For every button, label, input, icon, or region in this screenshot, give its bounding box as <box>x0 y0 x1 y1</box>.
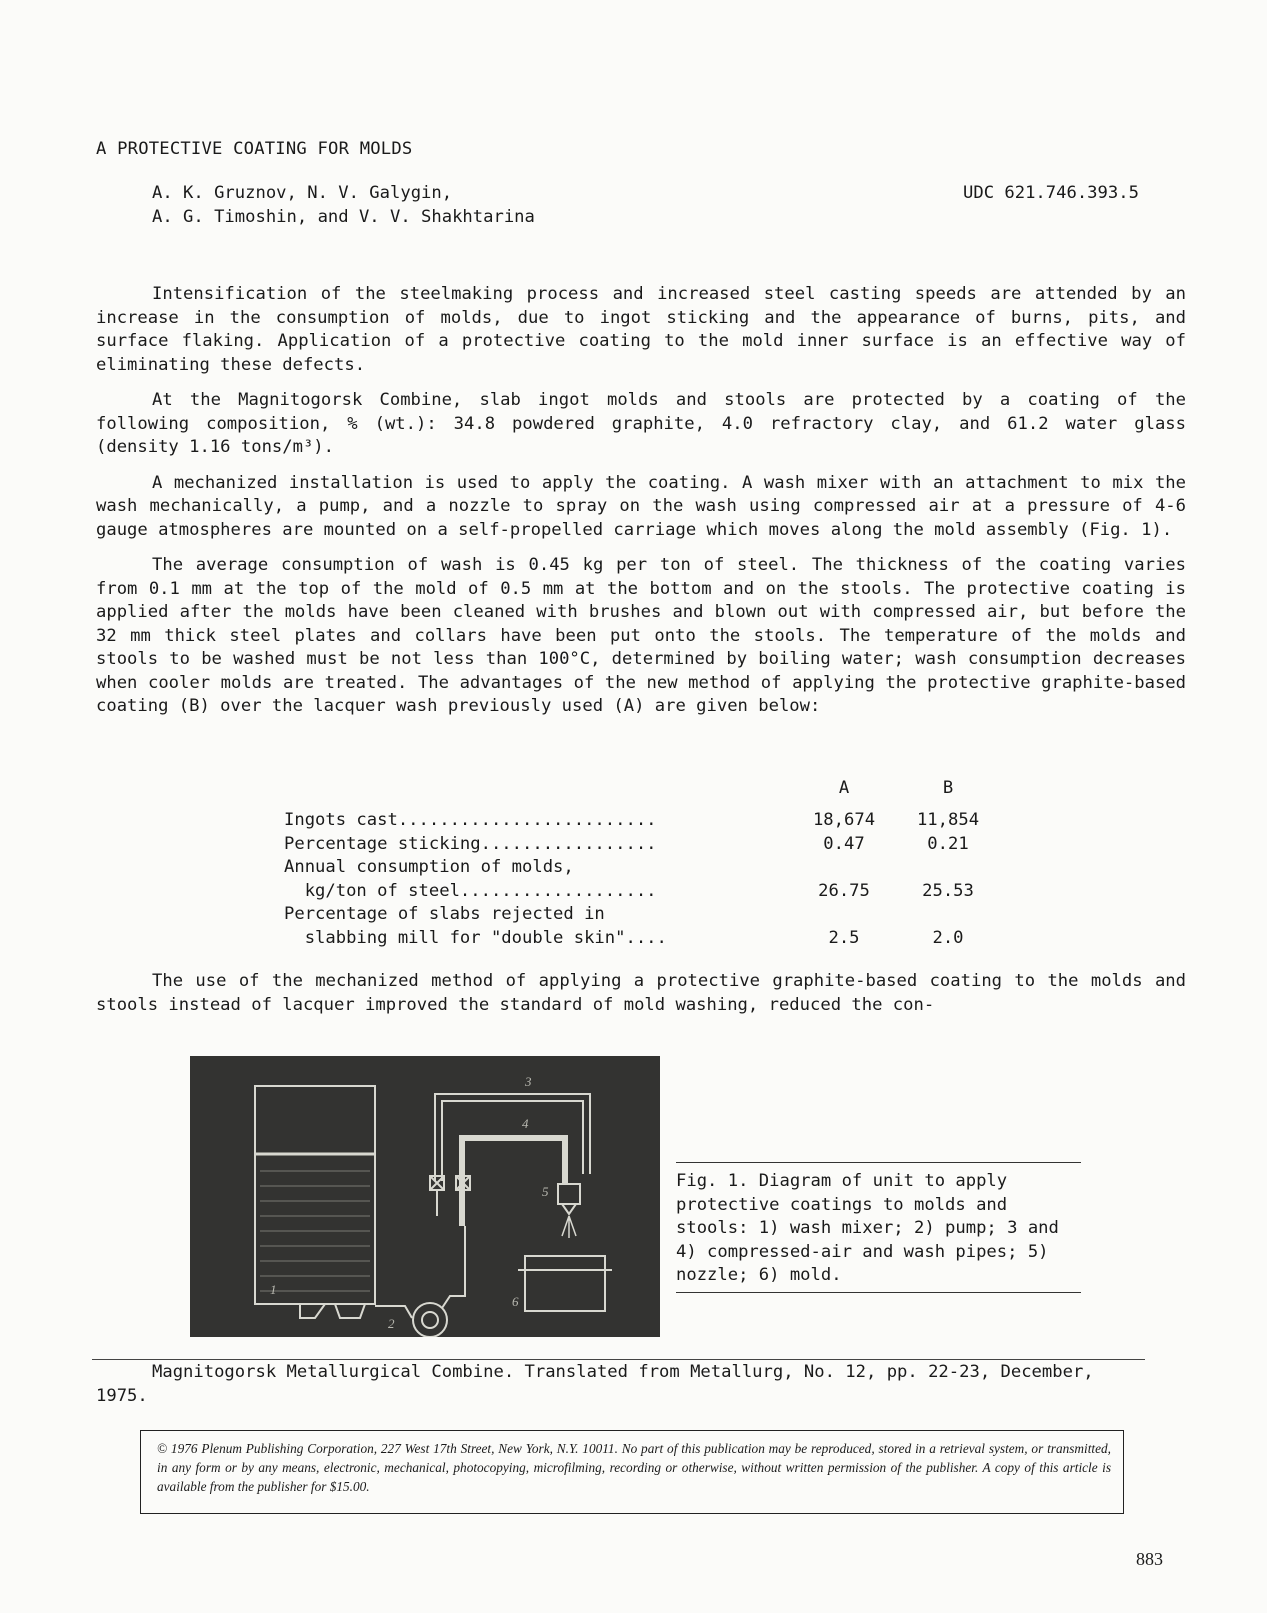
row-label: Annual consumption of molds, <box>284 857 574 877</box>
table-row <box>284 833 1000 857</box>
label-3: 3 <box>525 1074 532 1089</box>
table-row <box>284 856 1000 880</box>
comparison-table <box>284 777 1004 950</box>
row-label: Percentage of slabs rejected in <box>284 904 605 924</box>
footnote <box>96 1361 1151 1408</box>
article-title: A PROTECTIVE COATING FOR MOLDS <box>96 139 413 159</box>
row-label: slabbing mill for "double skin".... <box>284 927 667 948</box>
pressure-pipe <box>442 1226 465 1308</box>
row-label: Percentage sticking................. <box>284 833 657 854</box>
page-number: 883 <box>1136 1549 1163 1569</box>
mold <box>525 1256 605 1311</box>
article-body-continued <box>96 970 1186 1017</box>
value-a: 18,674 <box>812 810 876 830</box>
nozzle-tip <box>562 1204 576 1214</box>
authors-line-2: A. G. Timoshin, and V. V. Shakhtarina <box>152 206 535 227</box>
value-b: 0.21 <box>927 833 969 854</box>
value-a <box>792 856 896 880</box>
copyright-notice: © 1976 Plenum Publishing Corporation, 227 West 17th Street, New York, N.Y. 10011. No part of this publication may be reproduced, stored in a retrieval system, or transmitted, in any form or by any means, electronic, mechanical, photocopying, microfilming, recording or otherwise, without written permission of the publisher. A copy of this article is available from the publisher for $15.00. <box>140 1430 1124 1514</box>
pump-core <box>422 1312 438 1328</box>
column-header-a: A <box>838 778 850 798</box>
paragraph-3: A mechanized installation is used to apply the coating. A wash mixer with an attachment to mix the wash mechanically, a pump, and a nozzle to spray on the wash using compressed air at a pressure of 4-6 gauge atmospheres are mounted on a self-propelled carriage which moves along the mold assembly (Fig. 1). <box>96 472 1186 540</box>
diagram-svg <box>190 1056 660 1337</box>
figure-caption: Fig. 1. Diagram of unit to apply protective coatings to molds and stools: 1) wash mixer; 2) pump; 3 and 4) compressed-air and wash pipes; 5) nozzle; 6) mold. <box>676 1171 1059 1285</box>
authors-line-1: A. K. Gruznov, N. V. Galygin, <box>152 183 453 203</box>
value-a: 2.5 <box>828 927 860 948</box>
value-b: 2.0 <box>932 927 964 948</box>
value-b <box>896 903 1000 927</box>
table-row <box>284 880 1000 904</box>
paragraph-2: At the Magnitogorsk Combine, slab ingot molds and stools are protected by a coating of the following composition, % (wt.): 34.8 powdered graphite, 4.0 refractory clay, and 61.2 water glass (density 1.16 tons/m³). <box>96 390 1186 457</box>
udc-code: UDC 621.746.393.5 <box>963 183 1139 203</box>
pump <box>413 1303 447 1337</box>
value-b <box>896 856 1000 880</box>
label-5: 5 <box>542 1184 549 1199</box>
value-a: 0.47 <box>823 833 865 854</box>
value-b: 11,854 <box>916 810 980 830</box>
wash-mixer-tank <box>255 1086 375 1304</box>
column-header-b: B <box>942 778 954 798</box>
label-1: 1 <box>270 1282 277 1297</box>
table-row <box>284 809 1000 833</box>
footnote-rule <box>92 1359 1145 1360</box>
caption-rule-top <box>676 1162 1081 1163</box>
label-4: 4 <box>522 1116 529 1131</box>
outlet-pipe <box>300 1304 365 1318</box>
row-label: kg/ton of steel................... <box>284 880 657 901</box>
paragraph-5: The use of the mechanized method of applying a protective graphite-based coating to the molds and stools instead of lacquer improved the standard of mold washing, reduced the con- <box>96 971 1186 1015</box>
author-list <box>152 182 535 229</box>
figure-1-diagram <box>190 1056 660 1337</box>
affiliation-note: Magnitogorsk Metallurgical Combine. Translated from Metallurg, No. 12, pp. 22-23, December, 1975. <box>96 1362 1094 1406</box>
label-6: 6 <box>512 1294 519 1309</box>
caption-rule-bottom <box>676 1292 1081 1293</box>
table-row <box>284 903 1000 927</box>
label-2: 2 <box>388 1316 395 1331</box>
nozzle <box>558 1184 580 1204</box>
value-a <box>792 903 896 927</box>
table-row <box>284 927 1000 951</box>
value-b: 25.53 <box>922 880 974 901</box>
article-body <box>96 283 1186 731</box>
paragraph-1: Intensification of the steelmaking process and increased steel casting speeds are attended by an increase in the consumption of molds, due to ingot sticking and the appearance of burns, pits, and surface flaking. Application of a protective coating to the mold inner surface is an effective way of eliminating these defects. <box>96 284 1186 375</box>
spray-jet <box>562 1216 576 1238</box>
wash-pipe <box>462 1138 565 1226</box>
row-label: Ingots cast......................... <box>284 810 657 830</box>
liquid-hatching <box>260 1171 370 1291</box>
value-a: 26.75 <box>818 880 870 901</box>
paragraph-4: The average consumption of wash is 0.45 kg per ton of steel. The thickness of the coating varies from 0.1 mm at the top of the mold of 0.5 mm at the bottom and on the stools. The protective coating is applied after the molds have been cleaned with brushes and blown out with compressed air, but before the 32 mm thick steel plates and collars have been put onto the stools. The temperature of the molds and stools to be washed must be not less than 100°C, determined by boiling water; wash consumption decreases when cooler molds are treated. The advantages of the new method of applying the protective graphite-based coating (B) over the lacquer wash previously used (A) are given below: <box>96 555 1186 716</box>
